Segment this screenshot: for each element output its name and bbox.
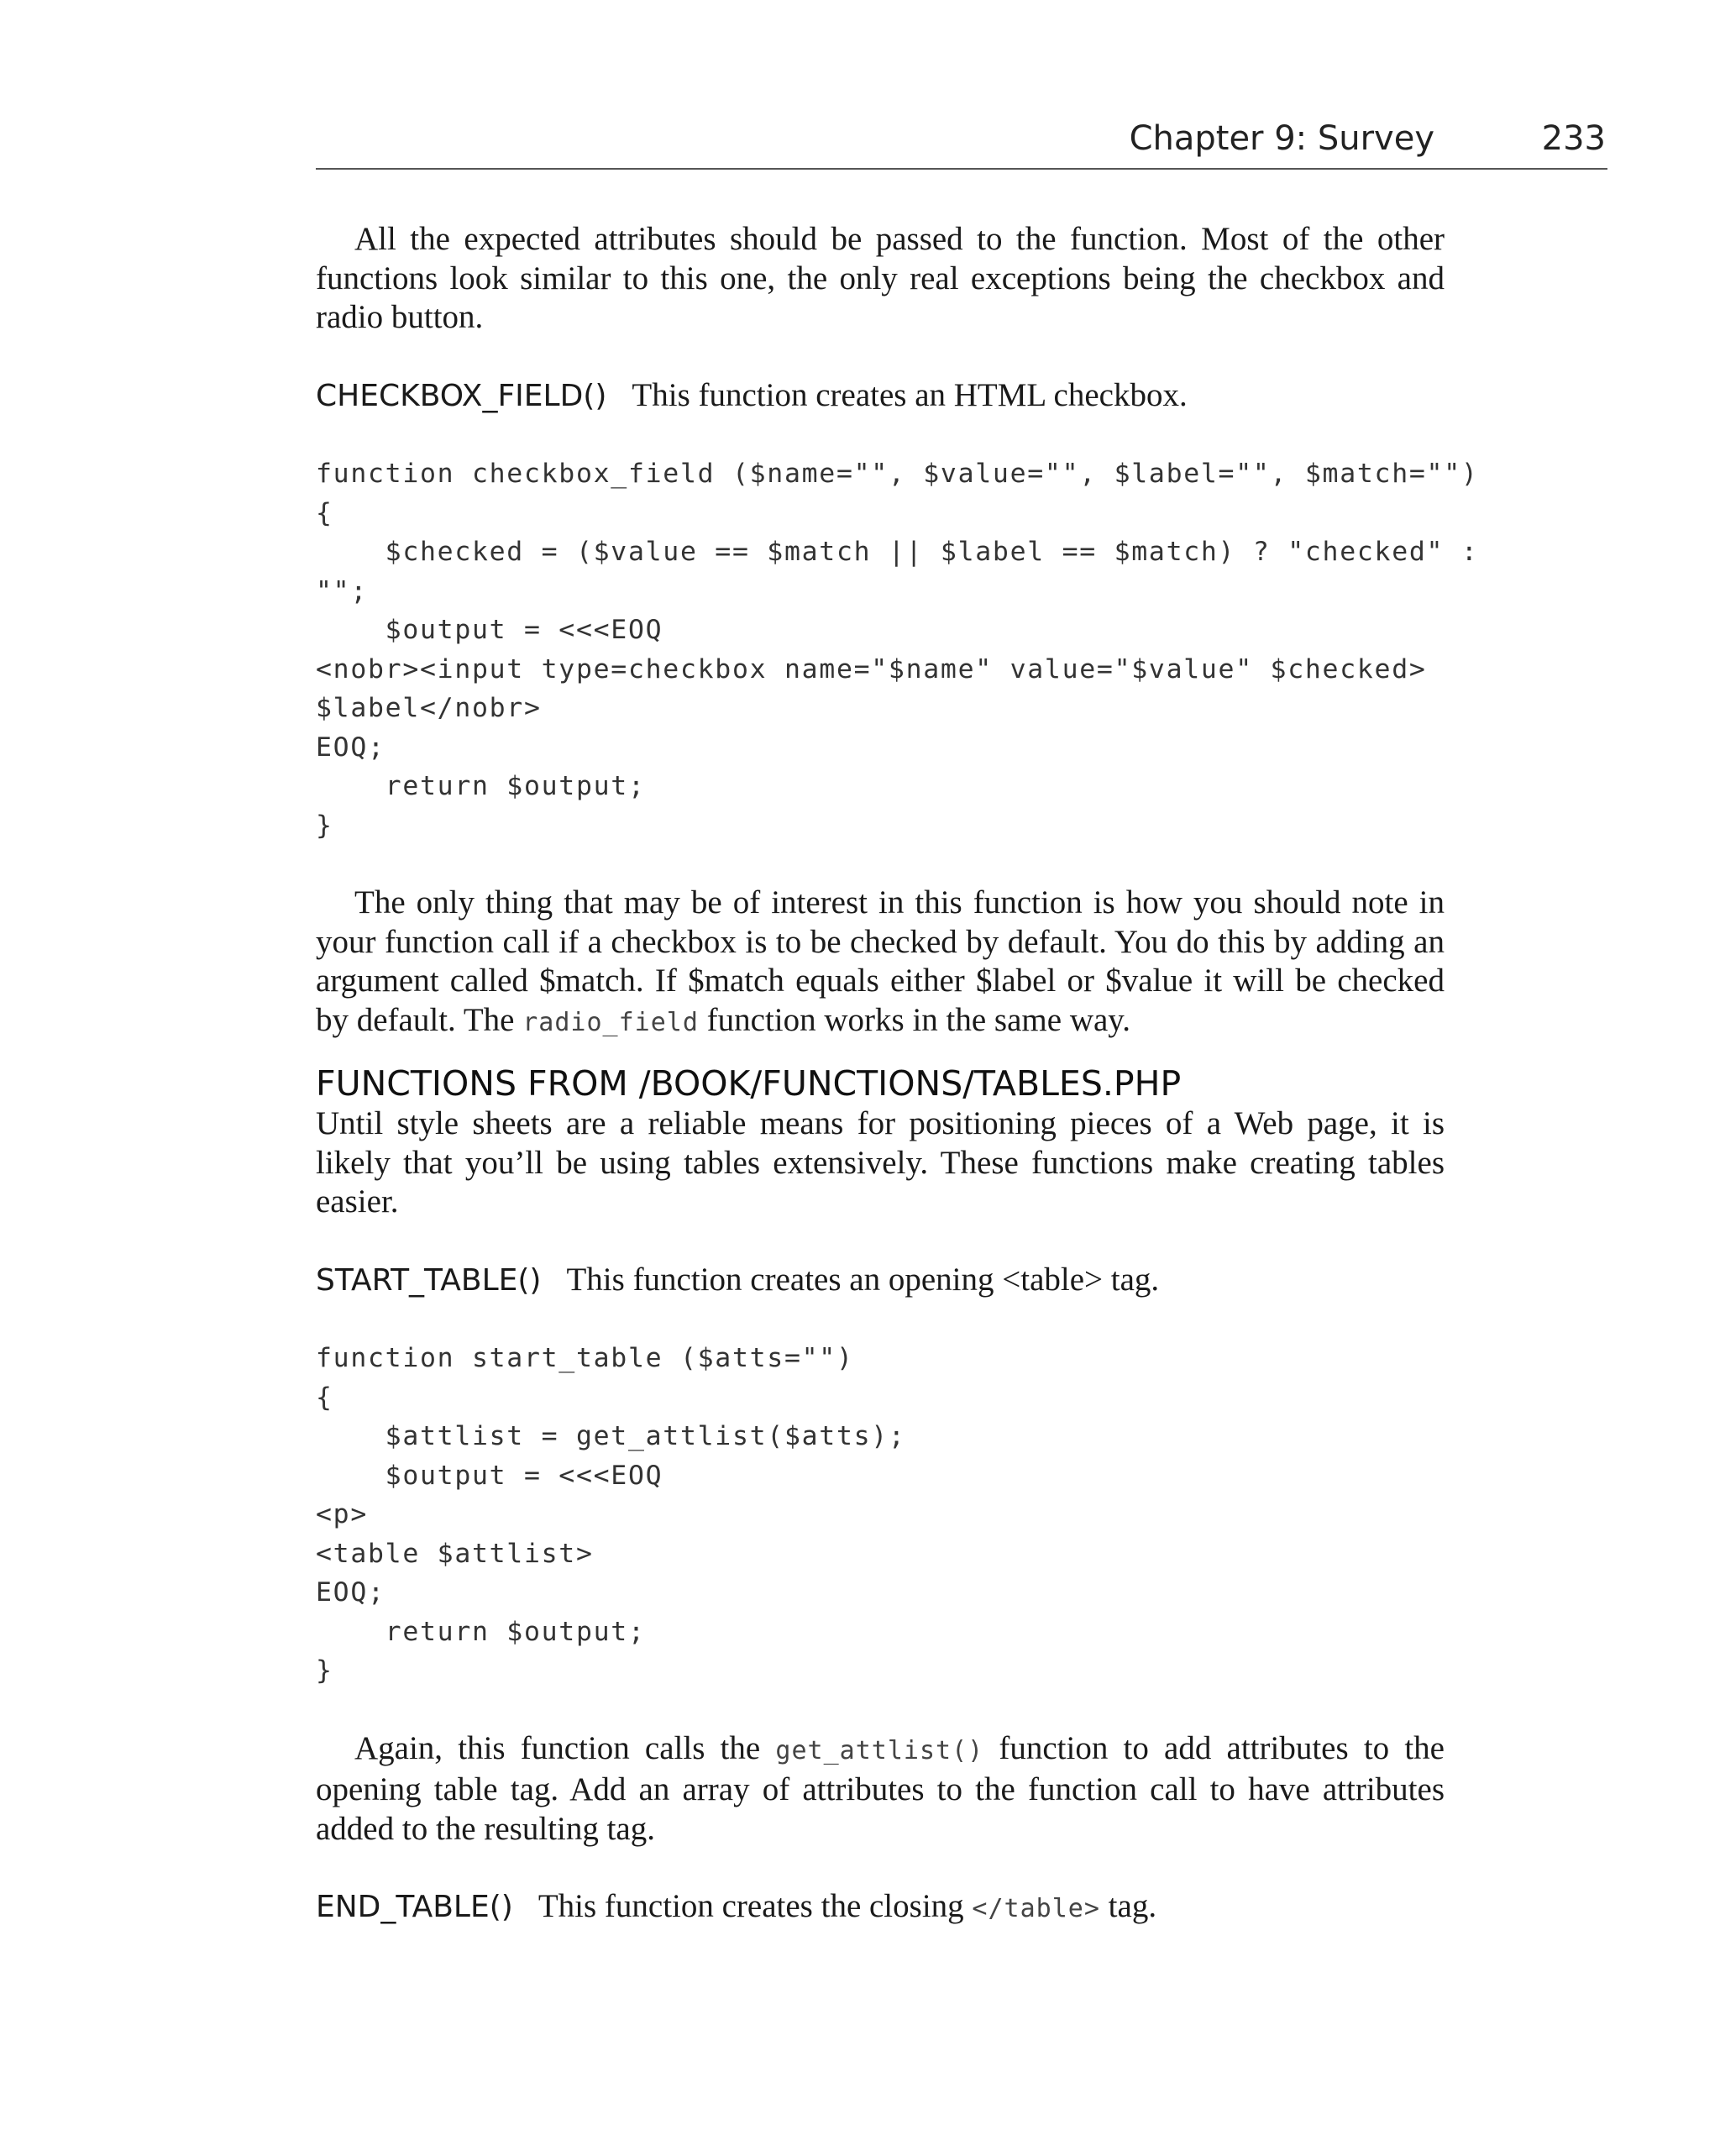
paragraph-intro: All the expected attributes should be passed to the function. Most of the other functions look similar to this one, the only real exceptions being the checkbox and radio button. bbox=[316, 221, 1445, 335]
checkbox-field-code: function checkbox_field ($name="", $value="", $label="", $match="") { $checked = ($value == $match || $label == $match) ? "checked" : ""; $output = <<<EOQ <nobr><input type=checkbox name="$name" value="$value" $checked> $label</nobr> EOQ; return $output; } bbox=[316, 459, 1479, 841]
inline-code: get_attlist() bbox=[775, 1735, 984, 1765]
section-heading: FUNCTIONS FROM /BOOK/FUNCTIONS/TABLES.PHP bbox=[316, 1063, 1182, 1104]
running-header bbox=[316, 111, 1607, 170]
text-segment: function to add attributes to the opening table tag. Add an array of attributes to the function call to have attributes added to the resulting tag. bbox=[316, 1729, 1445, 1847]
function-name: START_TABLE() bbox=[316, 1262, 542, 1298]
page-number: 233 bbox=[1541, 119, 1606, 158]
text-segment: Again, this function calls the bbox=[354, 1729, 776, 1766]
page-content bbox=[316, 220, 1479, 1929]
text-segment: function works in the same way. bbox=[698, 1001, 1131, 1038]
function-name: END_TABLE() bbox=[316, 1890, 513, 1924]
paragraph-checkbox-note bbox=[316, 884, 1445, 1042]
function-description-end: tag. bbox=[1099, 1888, 1157, 1924]
function-description: This function creates the closing bbox=[538, 1888, 973, 1924]
function-description: This function creates an HTML checkbox. bbox=[632, 376, 1188, 413]
start-table-heading bbox=[316, 1261, 1445, 1301]
text-segment: The only thing that may be of interest in this function is how you should note in your function call if a checkbox is to be checked by default. You do this by adding an argument called $match. If $match equals either $label or $value it will be checked by default. The bbox=[316, 884, 1445, 1038]
function-description: This function creates an opening <table> tag. bbox=[566, 1261, 1160, 1298]
start-table-code: function start_table ($atts="") { $attlist = get_attlist($atts); $output = <<<EOQ <p> <table $attlist> EOQ; return $output; } bbox=[316, 1343, 906, 1686]
inline-code: radio_field bbox=[522, 1007, 699, 1037]
inline-code: </table> bbox=[972, 1894, 1100, 1923]
paragraph-get-attlist bbox=[316, 1729, 1445, 1849]
chapter-title: Chapter 9: Survey bbox=[1129, 119, 1434, 158]
checkbox-field-heading bbox=[316, 376, 1445, 417]
paragraph-tables-intro: Until style sheets are a reliable means for positioning pieces of a Web page, it is likely that you’ll be using tables extensively. These functions make creating tables easier. bbox=[316, 1105, 1445, 1220]
function-name: CHECKBOX_FIELD() bbox=[316, 378, 607, 413]
end-table-heading bbox=[316, 1887, 1445, 1929]
